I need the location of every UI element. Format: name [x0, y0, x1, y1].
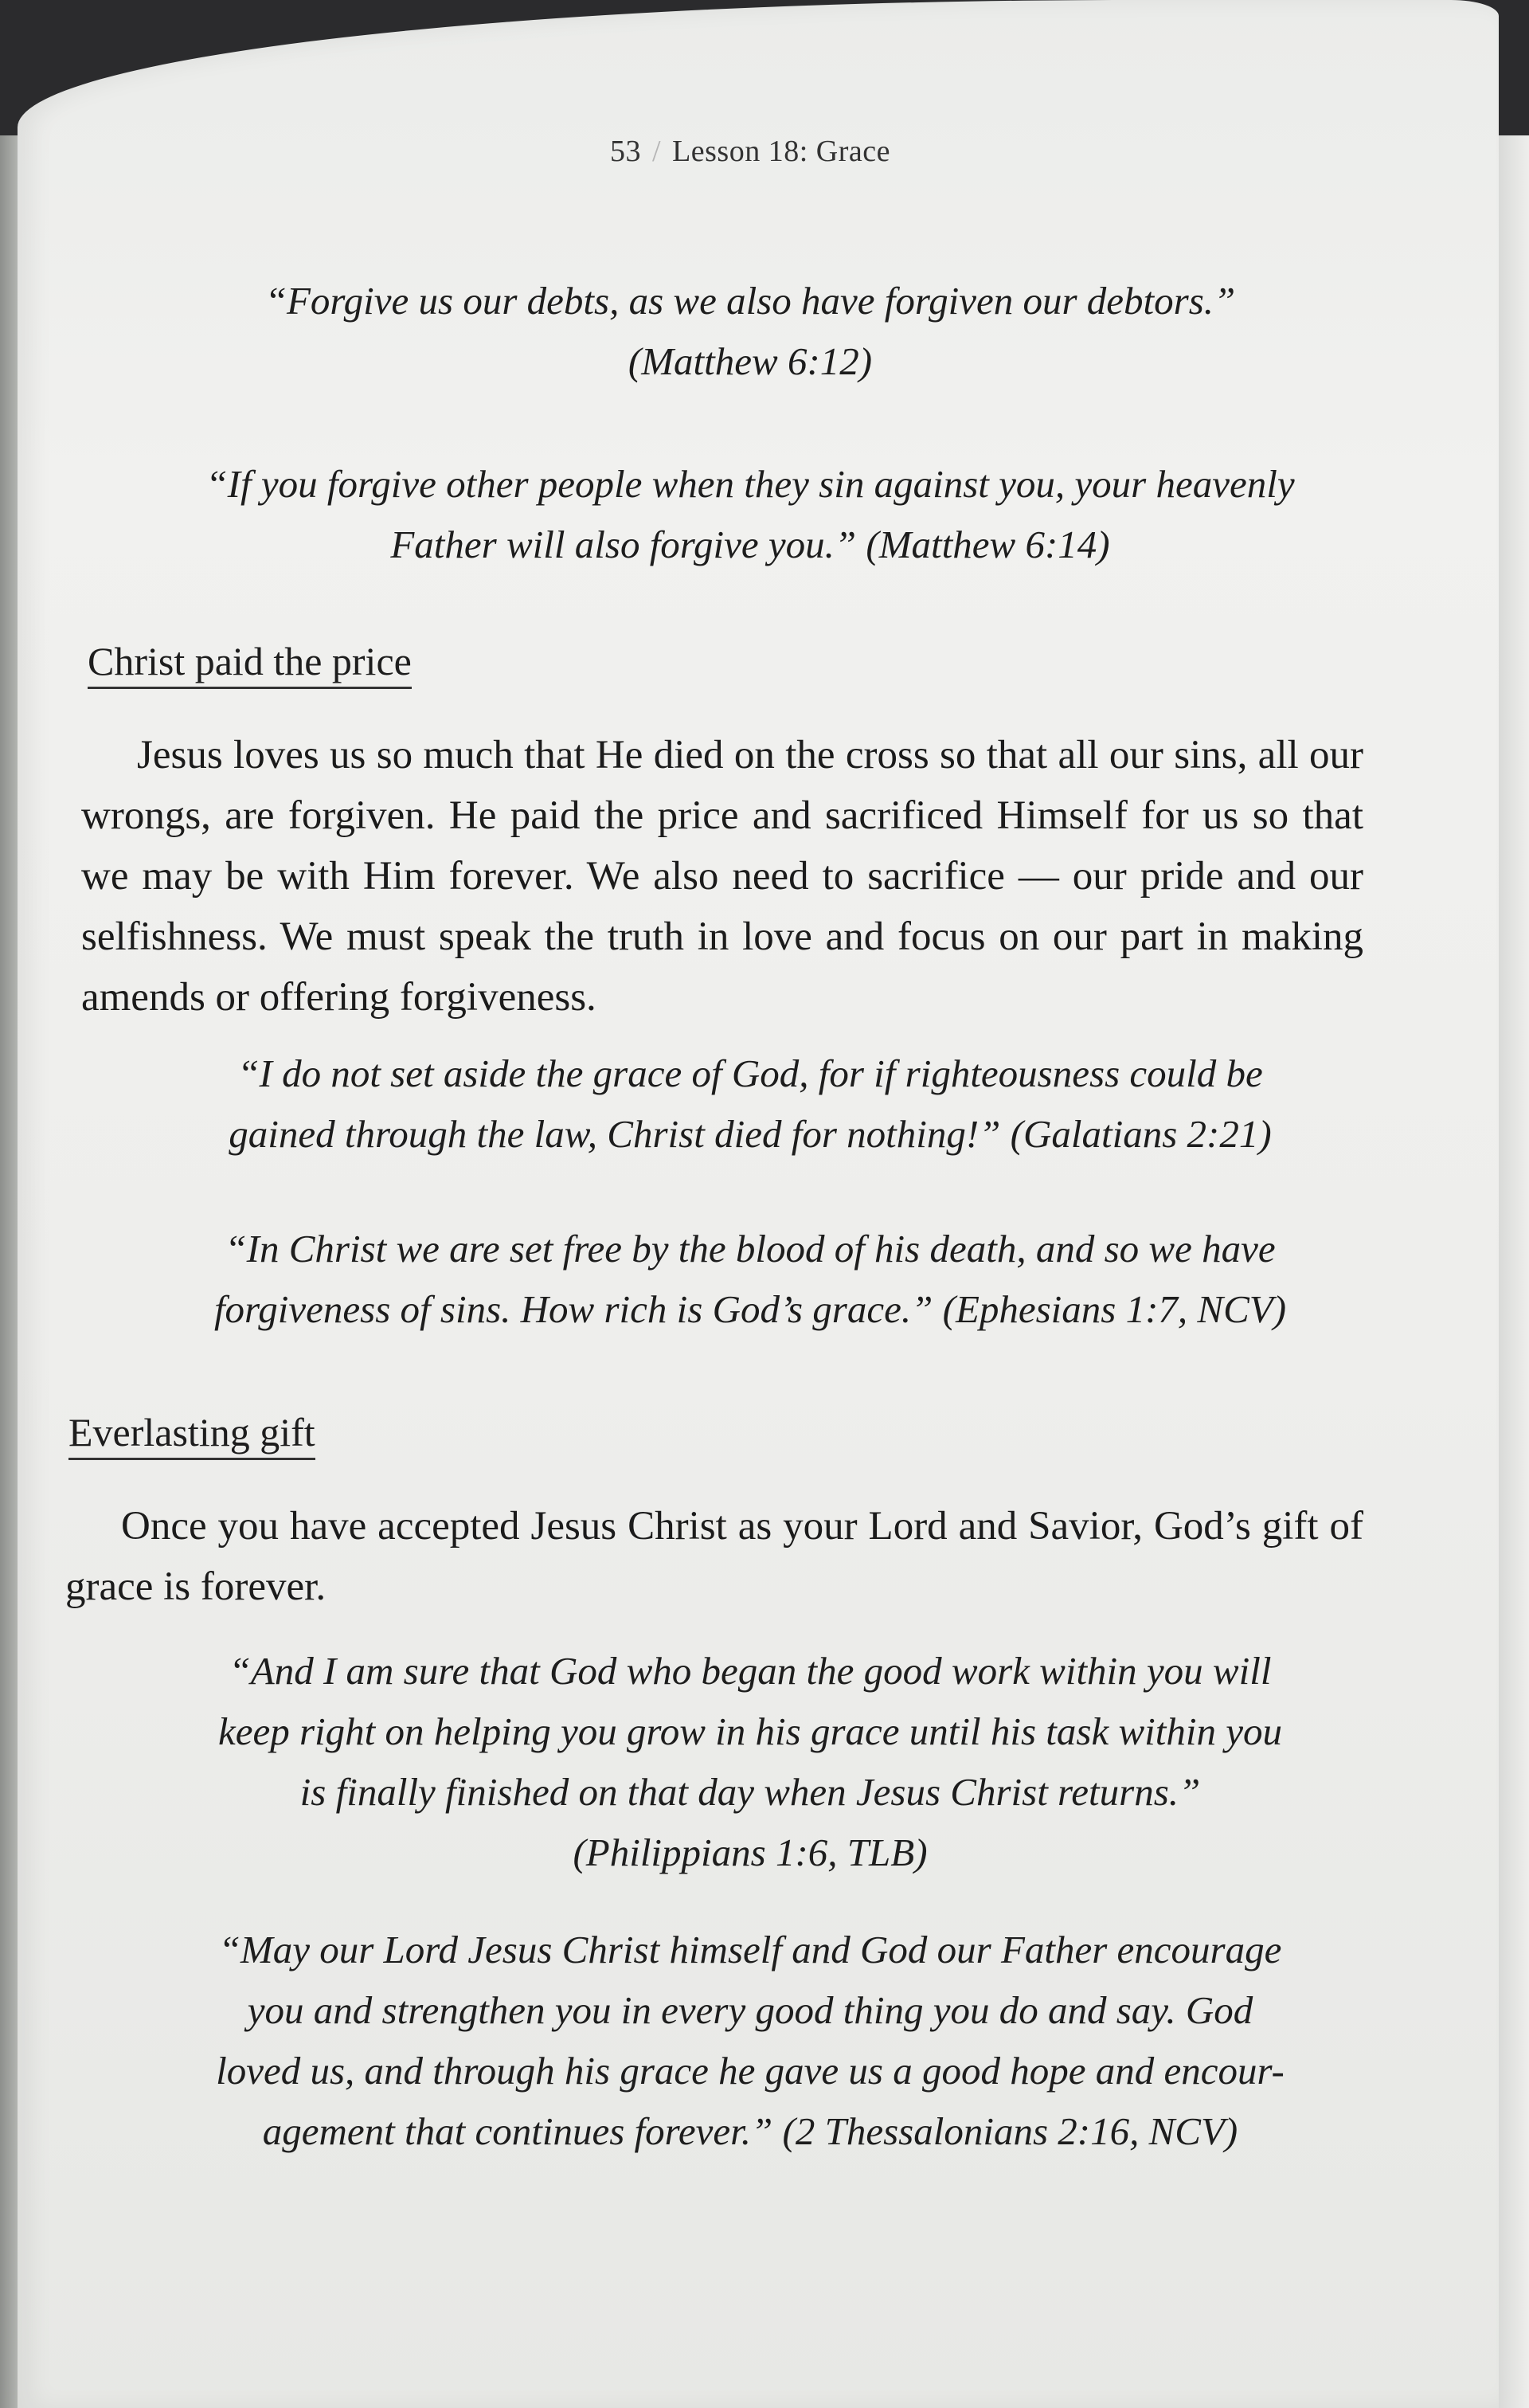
quote-citation: (Philippians 1:6, TLB)	[573, 1830, 928, 1874]
book-page	[18, 0, 1499, 2408]
quote-line: “Forgive us our debts, as we also have forgiven our debtors.”	[264, 279, 1236, 323]
quote-line: agement that continues forever.” (2 Thessalonians 2:16, NCV)	[262, 2109, 1238, 2153]
scripture-quote-matthew-6-12	[113, 271, 1387, 392]
scripture-quote-2-thessalonians-2-16	[113, 1920, 1387, 2162]
scripture-quote-ephesians-1-7	[113, 1219, 1387, 1340]
right-page-edge	[1499, 135, 1529, 2408]
quote-line: keep right on helping you grow in his grace until his task within you	[217, 1709, 1283, 1753]
quote-line: “I do not set aside the grace of God, for if righteousness could be	[237, 1051, 1263, 1095]
quote-line: is finally finished on that day when Jesus Christ returns.”	[299, 1770, 1201, 1814]
quote-line: forgiveness of sins. How rich is God’s grace.” (Ephesians 1:7, NCV)	[213, 1287, 1287, 1331]
running-head-separator: /	[652, 135, 662, 168]
scripture-quote-galatians-2-21	[113, 1043, 1387, 1165]
section-heading-christ-paid-the-price: Christ paid the price	[88, 637, 412, 689]
quote-line: Father will also forgive you.” (Matthew 6:14)	[390, 523, 1110, 566]
quote-line: you and strengthen you in every good thing you do and say. God	[247, 1988, 1253, 2032]
quote-line: gained through the law, Christ died for nothing!” (Galatians 2:21)	[229, 1112, 1272, 1156]
quote-line: “If you forgive other people when they sin against you, your heavenly	[205, 462, 1295, 506]
quote-citation: (Matthew 6:12)	[628, 339, 873, 383]
scripture-quote-matthew-6-14	[113, 454, 1387, 575]
scripture-quote-philippians-1-6	[113, 1641, 1387, 1883]
section-heading-everlasting-gift: Everlasting gift	[68, 1408, 315, 1460]
running-head	[18, 134, 1483, 169]
lesson-title: Lesson 18: Grace	[672, 135, 890, 168]
body-paragraph-everlasting-gift: Once you have accepted Jesus Christ as your Lord and Savior, God’s gift of grace is forever.	[65, 1504, 1363, 1609]
quote-line: “May our Lord Jesus Christ himself and God our Father encourage	[218, 1928, 1282, 1971]
quote-line: “In Christ we are set free by the blood of his death, and so we have	[225, 1227, 1276, 1271]
quote-line: loved us, and through his grace he gave us a good hope and encour-	[216, 2049, 1285, 2093]
body-paragraph-christ-paid-the-price: Jesus loves us so much that He died on the cross so that all our sins, all our wrongs, are forgiven. He paid the price and sacrificed Himself for us so that we may be with Him forever. We also need to sacrifice — our pride and our selfishness. We must speak the truth in love and focus on our part in making amends or offering forgiveness.	[81, 733, 1363, 1020]
page-number: 53	[610, 135, 641, 168]
quote-line: “And I am sure that God who began the good work within you will	[229, 1649, 1272, 1693]
